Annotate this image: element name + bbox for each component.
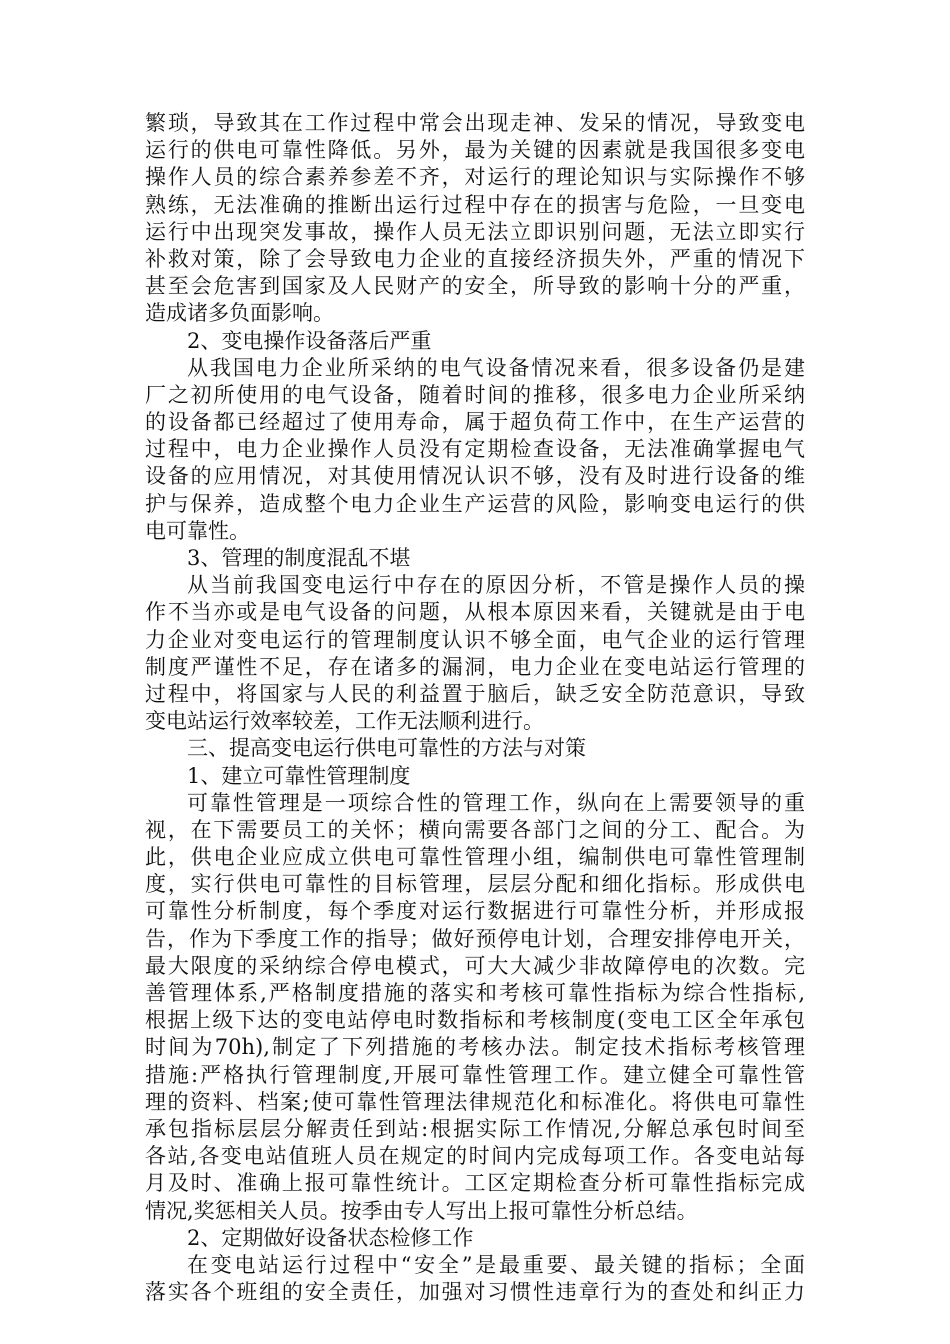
document-body — [145, 110, 805, 1306]
paragraph-line: 补救对策，除了会导致电力企业的直接经济损失外，严重的情况下 — [145, 246, 805, 271]
paragraph-line: 运行中出现突发事故，操作人员无法立即识别问题，无法立即实行 — [145, 219, 805, 244]
paragraph-line: 力企业对变电运行的管理制度认识不够全面，电气企业的运行管理 — [145, 627, 805, 652]
section-heading: 1、建立可靠性管理制度 — [187, 763, 411, 788]
paragraph-line: 护与保养，造成整个电力企业生产运营的风险，影响变电运行的供 — [145, 491, 805, 516]
section-heading: 2、定期做好设备状态检修工作 — [187, 1225, 474, 1250]
paragraph-line: 落实各个班组的安全责任，加强对习惯性违章行为的查处和纠正力 — [145, 1280, 805, 1305]
paragraph-first-line: 从我国电力企业所采纳的电气设备情况来看，很多设备仍是建 — [187, 355, 805, 380]
paragraph-line: 理的资料、档案;使可靠性管理法律规范化和标准化。将供电可靠性 — [145, 1089, 805, 1114]
paragraph-line: 过程中，电力企业操作人员没有定期检查设备，无法准确掌握电气 — [145, 437, 805, 462]
paragraph-first-line: 从当前我国变电运行中存在的原因分析，不管是操作人员的操 — [187, 573, 805, 598]
paragraph-line: 视，在下需要员工的关怀；横向需要各部门之间的分工、配合。为 — [145, 817, 805, 842]
paragraph-line: 运行的供电可靠性降低。另外，最为关键的因素就是我国很多变电 — [145, 138, 805, 163]
paragraph-line: 熟练，无法准确的推断出运行过程中存在的损害与危险，一旦变电 — [145, 192, 805, 217]
paragraph-line: 甚至会危害到国家及人民财产的安全，所导致的影响十分的严重， — [145, 274, 805, 299]
section-heading: 三、提高变电运行供电可靠性的方法与对策 — [187, 736, 586, 761]
paragraph-line: 繁琐，导致其在工作过程中常会出现走神、发呆的情况，导致变电 — [145, 111, 805, 135]
paragraph-line: 度，实行供电可靠性的目标管理，层层分配和细化指标。形成供电 — [145, 872, 805, 897]
paragraph-first-line: 可靠性管理是一项综合性的管理工作，纵向在上需要领导的重 — [187, 790, 805, 815]
paragraph-line: 此，供电企业应成立供电可靠性管理小组，编制供电可靠性管理制 — [145, 845, 805, 870]
paragraph-line: 承包指标层层分解责任到站:根据实际工作情况,分解总承包时间至 — [145, 1116, 805, 1141]
paragraph-line: 措施:严格执行管理制度,开展可靠性管理工作。建立健全可靠性管 — [145, 1062, 805, 1087]
paragraph-line: 过程中，将国家与人民的利益置于脑后，缺乏安全防范意识，导致 — [145, 681, 805, 706]
section-heading: 2、变电操作设备落后严重 — [187, 328, 432, 353]
paragraph-line: 设备的应用情况，对其使用情况认识不够，没有及时进行设备的维 — [145, 464, 805, 489]
paragraph-line: 电可靠性。 — [145, 518, 250, 543]
paragraph-line: 造成诸多负面影响。 — [145, 301, 334, 326]
paragraph-line: 最大限度的采纳综合停电模式，可大大减少非故障停电的次数。完 — [145, 953, 805, 978]
paragraph-line: 操作人员的综合素养参差不齐，对运行的理论知识与实际操作不够 — [145, 165, 805, 190]
paragraph-line: 各站,各变电站值班人员在规定的时间内完成每项工作。各变电站每 — [145, 1144, 805, 1169]
paragraph-line: 告，作为下季度工作的指导；做好预停电计划，合理安排停电开关， — [145, 926, 805, 951]
paragraph-line: 可靠性分析制度，每个季度对运行数据进行可靠性分析，并形成报 — [145, 899, 805, 924]
paragraph-line: 作不当亦或是电气设备的问题，从根本原因来看，关键就是由于电 — [145, 600, 805, 625]
paragraph-line: 厂之初所使用的电气设备，随着时间的推移，很多电力企业所采纳 — [145, 382, 805, 407]
paragraph-line: 善管理体系,严格制度措施的落实和考核可靠性指标为综合性指标, — [145, 981, 805, 1005]
paragraph-first-line: 在变电站运行过程中“安全”是最重要、最关键的指标；全面 — [187, 1252, 805, 1277]
paragraph-line: 变电站运行效率较差，工作无法顺利进行。 — [145, 709, 544, 734]
paragraph-line: 月及时、准确上报可靠性统计。工区定期检查分析可靠性指标完成 — [145, 1171, 805, 1196]
paragraph-line: 制度严谨性不足，存在诸多的漏洞，电力企业在变电站运行管理的 — [145, 654, 805, 679]
paragraph-line: 根据上级下达的变电站停电时数指标和考核制度(变电工区全年承包 — [145, 1008, 805, 1033]
paragraph-line: 时间为70h),制定了下列措施的考核办法。制定技术指标考核管理 — [145, 1035, 805, 1060]
section-heading: 3、管理的制度混乱不堪 — [187, 546, 411, 570]
paragraph-line: 的设备都已经超过了使用寿命，属于超负荷工作中，在生产运营的 — [145, 410, 805, 435]
paragraph-line: 情况,奖惩相关人员。按季由专人写出上报可靠性分析总结。 — [145, 1198, 698, 1223]
